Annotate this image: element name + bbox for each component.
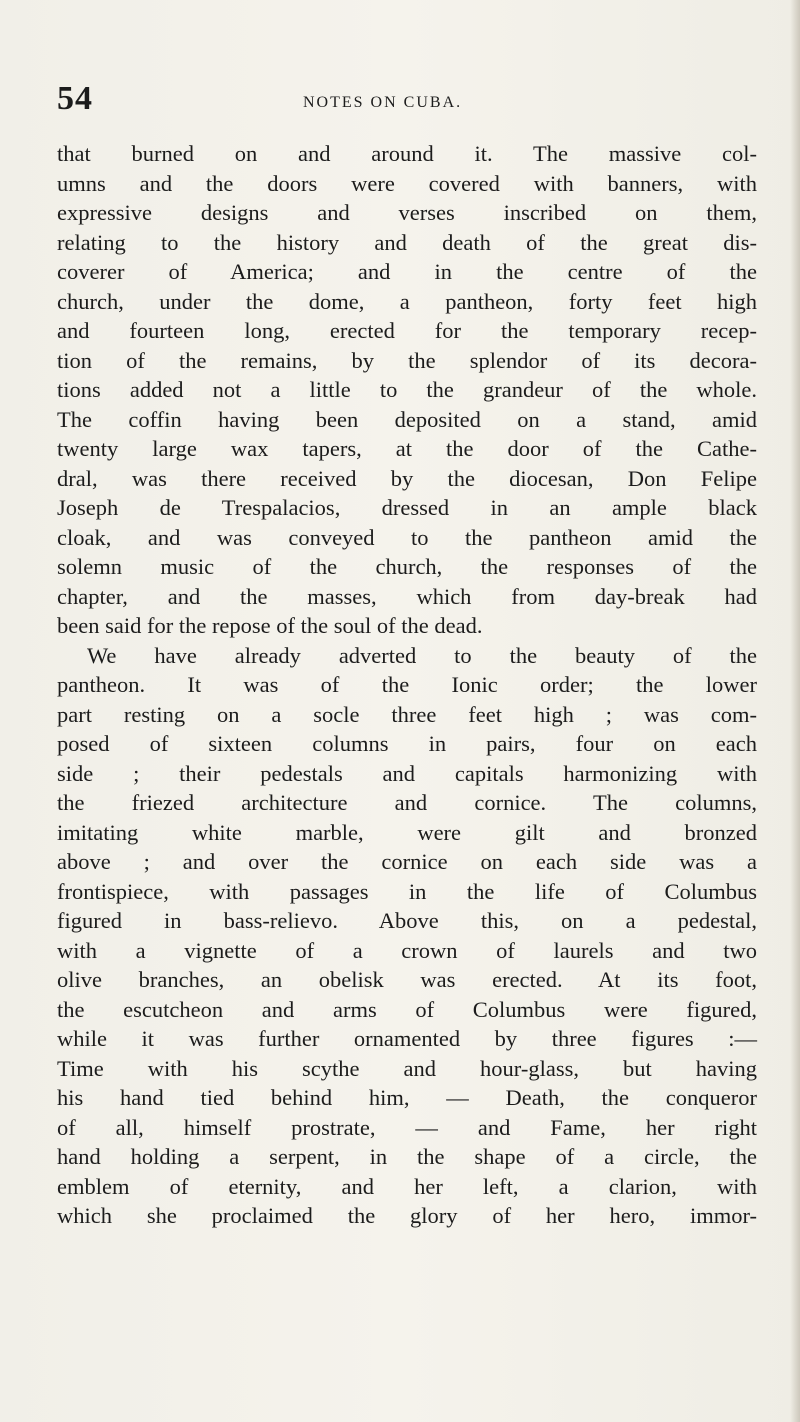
text-line: part resting on a socle three feet high ; was com-	[57, 701, 757, 727]
page-number: 54	[57, 80, 93, 117]
text-line: We have already adverted to the beauty of the	[87, 642, 757, 668]
text-line: the friezed architecture and cornice. The columns,	[57, 790, 757, 815]
text-line: figured in bass-relievo. Above this, on a pedestal,	[57, 908, 757, 933]
text-line: of all, himself prostrate, — and Fame, her right	[57, 1114, 757, 1140]
text-line: church, under the dome, a pantheon, forty feet high	[57, 288, 757, 314]
text-line: relating to the history and death of the great dis-	[57, 229, 757, 255]
text-line: and fourteen long, erected for the temporary recep-	[57, 318, 757, 343]
text-line: olive branches, an obelisk was erected. At its foot,	[57, 967, 757, 992]
text-line: his hand tied behind him, — Death, the conqueror	[57, 1085, 757, 1110]
body-text	[57, 139, 757, 1231]
text-line: posed of sixteen columns in pairs, four on each	[57, 731, 757, 756]
text-line: chapter, and the masses, which from day-break had	[57, 583, 757, 609]
text-line: The coffin having been deposited on a stand, amid	[57, 406, 757, 432]
text-line: hand holding a serpent, in the shape of a circle, the	[57, 1144, 757, 1169]
text-line: pantheon. It was of the Ionic order; the lower	[57, 672, 757, 697]
text-line: tions added not a little to the grandeur of the whole.	[57, 377, 757, 402]
text-line: been said for the repose of the soul of the dead.	[57, 613, 483, 638]
text-line: while it was further ornamented by three figures :—	[57, 1026, 757, 1051]
text-line: cloak, and was conveyed to the pantheon amid the	[57, 524, 757, 550]
text-line: umns and the doors were covered with banners, with	[57, 170, 757, 196]
text-line: Joseph de Trespalacios, dressed in an ample black	[57, 495, 757, 520]
text-line: solemn music of the church, the responses of the	[57, 554, 757, 579]
page-edge-shadow	[790, 0, 800, 1422]
text-line: above ; and over the cornice on each side was a	[57, 849, 757, 874]
text-line: dral, was there received by the diocesan, Don Felipe	[57, 465, 757, 491]
running-head: NOTES ON CUBA.	[303, 94, 463, 111]
text-line: frontispiece, with passages in the life of Columbus	[57, 878, 757, 904]
text-line: Time with his scythe and hour-glass, but having	[57, 1055, 757, 1081]
text-line: coverer of America; and in the centre of the	[57, 259, 757, 284]
text-line: the escutcheon and arms of Columbus were figured,	[57, 996, 757, 1022]
text-line: imitating white marble, were gilt and bronzed	[57, 819, 757, 845]
text-line: expressive designs and verses inscribed on them,	[57, 200, 757, 225]
text-line: tion of the remains, by the splendor of its decora-	[57, 347, 757, 373]
text-line: side ; their pedestals and capitals harmonizing with	[57, 760, 757, 786]
text-line: with a vignette of a crown of laurels and two	[57, 937, 757, 963]
text-line: emblem of eternity, and her left, a clarion, with	[57, 1173, 757, 1199]
text-line: which she proclaimed the glory of her hero, immor-	[57, 1203, 757, 1228]
text-line: that burned on and around it. The massive col-	[57, 141, 757, 166]
text-line: twenty large wax tapers, at the door of the Cathe-	[57, 436, 757, 461]
